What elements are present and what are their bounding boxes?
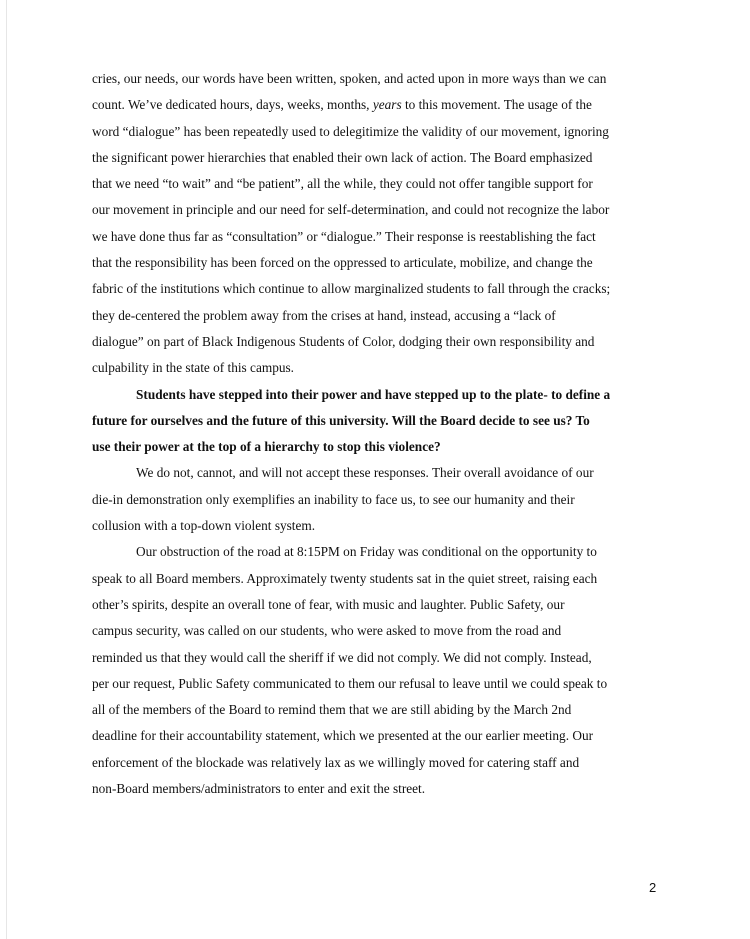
document-body — [92, 66, 672, 802]
text-line: our movement in principle and our need for self-determination, and could not recognize the labor — [92, 202, 610, 218]
text-line: that the responsibility has been forced on the oppressed to articulate, mobilize, and change the — [92, 255, 593, 271]
italic-text-span: , years — [366, 97, 402, 113]
text-line: reminded us that they would call the sheriff if we did not comply. We did not comply. Instead, — [92, 649, 592, 665]
text-line: word “dialogue” has been repeatedly used to delegitimize the validity of our movement, ignoring — [92, 123, 609, 139]
text-line: enforcement of the blockade was relatively lax as we willingly moved for catering staff and — [92, 754, 580, 770]
text-line: all of the members of the Board to remind them that we are still abiding by the March 2nd — [92, 702, 572, 718]
text-span: count. We’ve dedicated hours, days, weeks, months — [92, 97, 367, 113]
text-line: campus security, was called on our students, who were asked to move from the road and — [92, 623, 562, 639]
text-line: that we need “to wait” and “be patient”, all the while, they could not offer tangible support for — [92, 176, 593, 192]
text-line: cries, our needs, our words have been written, spoken, and acted upon in more ways than we can — [92, 71, 607, 86]
text-line: speak to all Board members. Approximately twenty students sat in the quiet street, raising each — [92, 570, 598, 586]
text-span: to this movement. The usage of the — [401, 97, 592, 113]
text-line: future for ourselves and the future of this university. Will the Board decide to see us? To — [92, 412, 590, 428]
text-line: non-Board members/administrators to enter and exit the street. — [92, 781, 426, 797]
text-line: collusion with a top-down violent system. — [92, 518, 316, 534]
text-line: Our obstruction of the road at 8:15PM on Friday was conditional on the opportunity to — [136, 544, 597, 560]
text-line: per our request, Public Safety communicated to them our refusal to leave until we could speak to — [92, 675, 608, 691]
text-line: deadline for their accountability statement, which we presented at the our earlier meeting. Our — [92, 728, 594, 744]
text-line: the significant power hierarchies that enabled their own lack of action. The Board emphasized — [92, 149, 593, 165]
text-line: We do not, cannot, and will not accept these responses. Their overall avoidance of our — [136, 465, 594, 481]
text-line: they de-centered the problem away from the crises at hand, instead, accusing a “lack of — [92, 307, 556, 323]
text-line: fabric of the institutions which continue to allow marginalized students to fall through the cracks; — [92, 281, 611, 297]
text-line: we have done thus far as “consultation” or “dialogue.” Their response is reestablishing the fact — [92, 228, 596, 244]
text-line: culpability in the state of this campus. — [92, 360, 294, 376]
text-line: dialogue” on part of Black Indigenous Students of Color, dodging their own responsibility and — [92, 333, 595, 349]
text-line: use their power at the top of a hierarchy to stop this violence? — [92, 439, 441, 455]
page-edge-divider — [6, 0, 7, 939]
text-line — [92, 92, 672, 118]
page-number: 2 — [649, 880, 657, 895]
text-line: Students have stepped into their power and have stepped up to the plate- to define a — [136, 386, 611, 402]
text-line: die-in demonstration only exemplifies an inability to face us, to see our humanity and their — [92, 491, 575, 507]
text-line: other’s spirits, despite an overall tone of fear, with music and laughter. Public Safety, our — [92, 596, 565, 612]
